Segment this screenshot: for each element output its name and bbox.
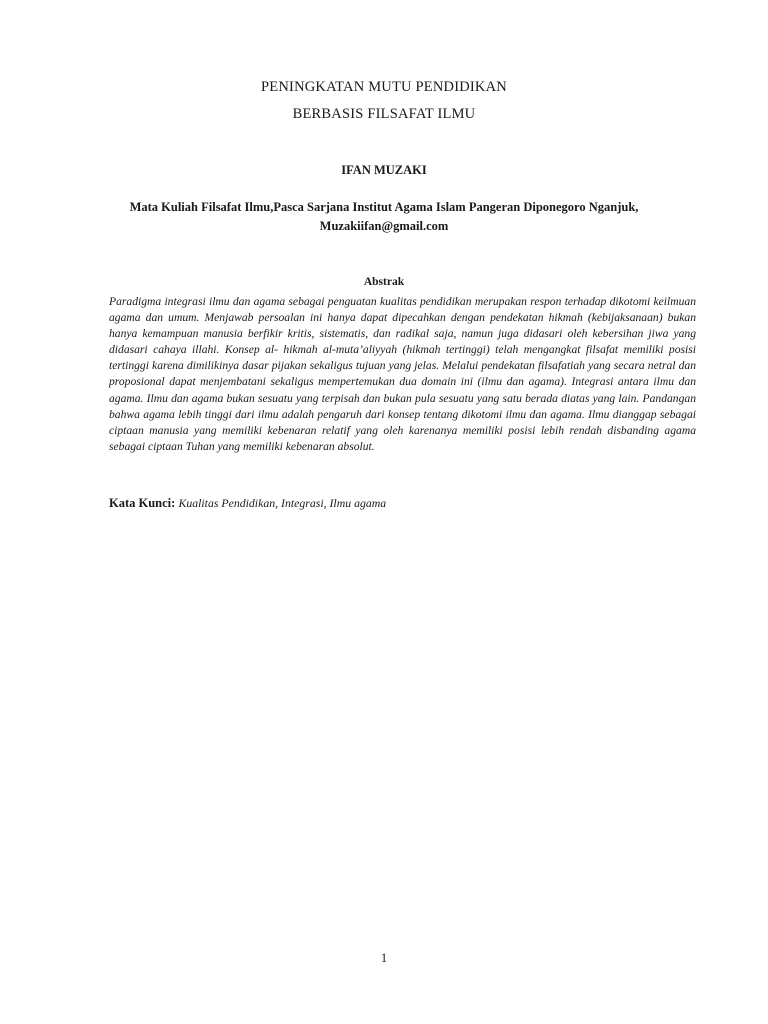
paper-title-line-1: PENINGKATAN MUTU PENDIDIKAN <box>261 79 507 95</box>
paper-title-line-2: BERBASIS FILSAFAT ILMU <box>292 106 476 122</box>
keywords-value: Kualitas Pendidikan, Integrasi, Ilmu agama <box>178 496 387 510</box>
keywords <box>109 496 696 511</box>
author-name: IFAN MUZAKI <box>341 163 427 177</box>
abstract-body: Paradigma integrasi ilmu dan agama sebagai penguatan kualitas pendidikan merupakan respon terhadap dikotomi keilmuan agama dan umum. Menjawab persoalan ini hanya dapat dipecahkan dengan pendekatan hikmah (kebijaksanaan) bukan hanya kemampuan manusia berfikir kritis, sistematis, dan radikal saja, namun juga didasari oleh kebersihan jiwa yang didasari cahaya illahi. Konsep al- hikmah al-muta’aliyyah (hikmah tertinggi) telah mengangkat filsafat memiliki posisi tertinggi karena dimilikinya dasar pijakan sekaligus tujuan yang jelas. Melalui pendekatan filsafatiah yang secara netral dan proposional dapat menjembatani sekaligus mempertemukan dua domain ini (ilmu dan agama). Integrasi antara ilmu dan agama. Ilmu dan agama bukan sesuatu yang terpisah dan bukan pula sesuatu yang satu berada diatas yang lain. Pandangan bahwa agama lebih tinggi dari ilmu adalah pengaruh dari konsep tentang dikotomi ilmu dan agama. Ilmu dianggap sebagai ciptaan manusia yang memiliki kebenaran relatif yang oleh karenanya memiliki posisi lebih rendah disbanding agama sebagai ciptaan Tuhan yang memiliki kebenaran absolut. <box>109 295 696 453</box>
page-number: 1 <box>380 951 388 965</box>
author-email: Muzakiifan@gmail.com <box>319 219 449 233</box>
author-affiliation: Mata Kuliah Filsafat Ilmu,Pasca Sarjana Institut Agama Islam Pangeran Diponegoro Nganjuk, <box>129 200 639 214</box>
keywords-label: Kata Kunci: <box>109 496 176 510</box>
abstract-heading: Abstrak <box>363 276 405 288</box>
